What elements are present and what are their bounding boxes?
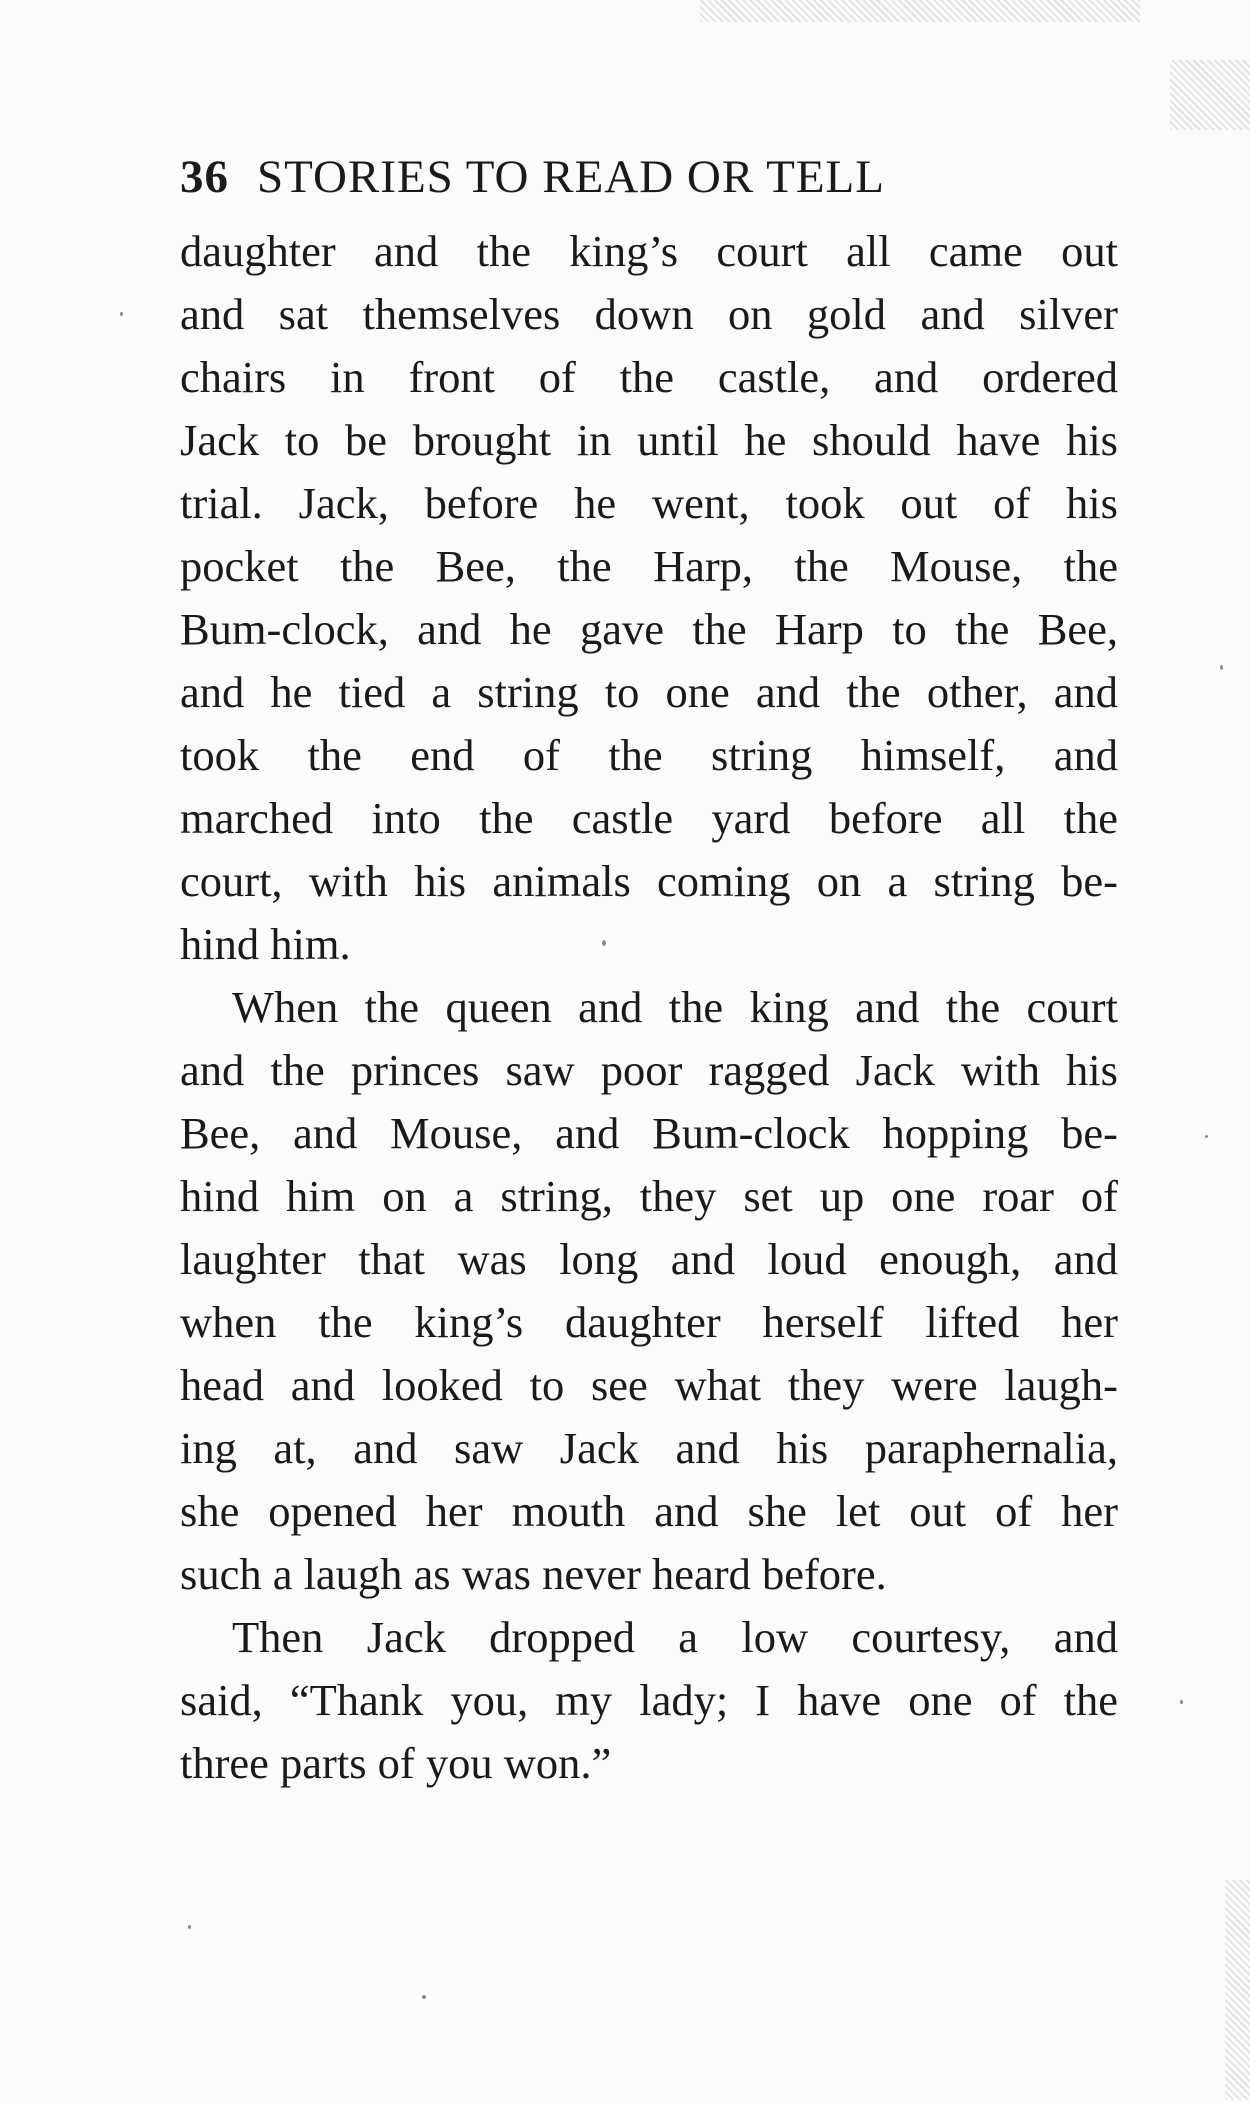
text-line: and the princes saw poor ragged Jack with his [180, 1045, 1118, 1095]
scan-speck [120, 312, 123, 316]
text-line: Bee, and Mouse, and Bum-clock hopping be- [180, 1108, 1118, 1158]
scan-grain-right-top [1170, 60, 1250, 130]
running-title: STORIES TO READ OR TELL [257, 151, 885, 203]
text-line: trial. Jack, before he went, took out of his [180, 478, 1118, 528]
text-line: and sat themselves down on gold and silver [180, 289, 1118, 339]
text-line: daughter and the king’s court all came out [180, 226, 1118, 276]
scan-grain-top [700, 0, 1140, 22]
text-line: said, “Thank you, my lady; I have one of the [180, 1675, 1118, 1725]
scan-speck [188, 1925, 191, 1929]
running-head [180, 142, 1120, 212]
text-line: and he tied a string to one and the other, and [180, 667, 1118, 717]
text-line: hind him on a string, they set up one roar of [180, 1171, 1118, 1221]
text-line: Bum-clock, and he gave the Harp to the Bee, [180, 604, 1118, 654]
scan-speck [1180, 1700, 1183, 1704]
text-line: such a laugh as was never heard before. [180, 1549, 887, 1599]
text-line: ing at, and saw Jack and his paraphernalia, [180, 1423, 1118, 1473]
text-line: head and looked to see what they were laugh- [180, 1360, 1118, 1410]
scan-grain-right-bottom [1225, 1880, 1250, 2100]
text-line: laughter that was long and loud enough, and [180, 1234, 1118, 1284]
text-line: Then Jack dropped a low courtesy, and [232, 1612, 1118, 1662]
page-number: 36 [180, 151, 229, 203]
text-line: When the queen and the king and the court [232, 982, 1118, 1032]
text-line: pocket the Bee, the Harp, the Mouse, the [180, 541, 1118, 591]
text-line: chairs in front of the castle, and ordered [180, 352, 1118, 402]
text-line: Jack to be brought in until he should have his [180, 415, 1118, 465]
scan-speck [1205, 1135, 1208, 1138]
text-line: three parts of you won.” [180, 1738, 612, 1788]
text-line: marched into the castle yard before all the [180, 793, 1118, 843]
text-line: took the end of the string himself, and [180, 730, 1118, 780]
text-line: hind him. [180, 919, 351, 969]
scan-speck [422, 1995, 426, 1999]
text-line: she opened her mouth and she let out of her [180, 1486, 1118, 1536]
text-line: court, with his animals coming on a string be- [180, 856, 1118, 906]
scan-speck [1220, 665, 1223, 670]
text-line: when the king’s daughter herself lifted her [180, 1297, 1118, 1347]
